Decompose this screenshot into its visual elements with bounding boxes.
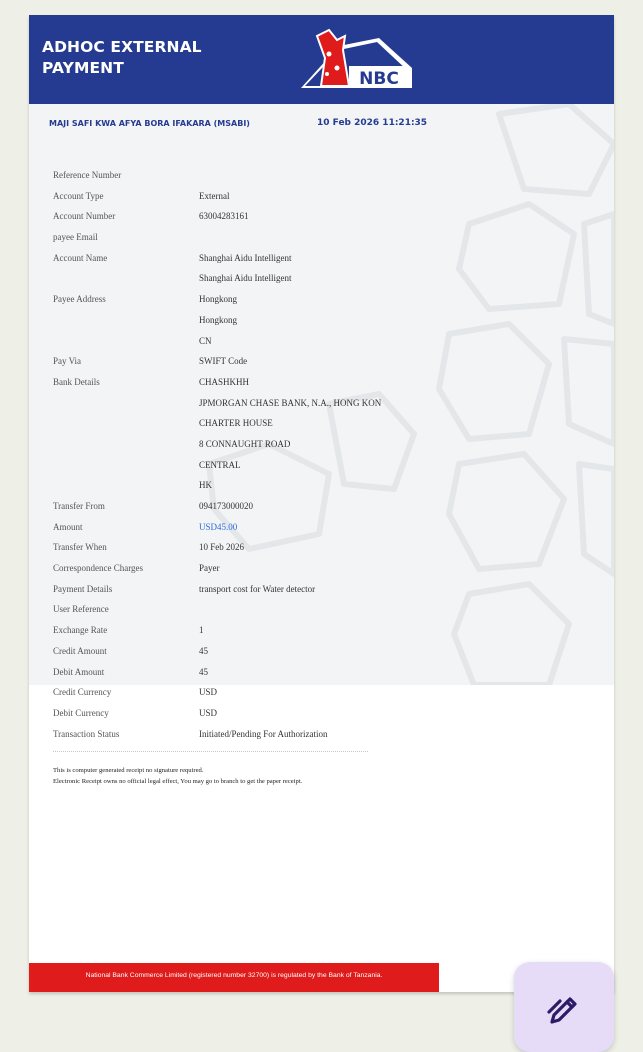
receipt-notes [53,765,302,787]
value: SWIFT Code [199,356,248,367]
value: 094173000020 [199,501,253,511]
label: Debit Currency [53,707,109,718]
value: 8 CONNAUGHT ROAD [199,438,291,449]
header-bar [29,15,614,104]
label: Account Type [53,190,104,201]
page-title: ADHOC EXTERNAL PAYMENT [42,38,202,77]
value: Hongkong [199,294,237,305]
value: CHASHKHH [199,376,250,387]
row-payee-address-2 [29,311,614,332]
row-correspondence-charges [29,559,614,580]
row-payee-email [29,228,614,249]
value: 1 [199,625,204,636]
amount-value: USD45.00 [199,521,238,532]
label: Bank Details [53,376,100,387]
value: CENTRAL [199,459,241,470]
value: 10 Feb 2026 [199,542,244,553]
footer-bar [29,963,439,992]
row-credit-currency [29,683,614,704]
row-bank-details-5 [29,456,614,477]
row-transfer-when [29,538,614,559]
row-user-reference [29,600,614,621]
label: Account Number [53,211,116,222]
row-bank-details-2 [29,394,614,415]
value: HK [199,480,212,491]
label: Debit Amount [53,666,105,677]
receipt-datetime: 10 Feb 2026 11:21:35 [317,118,428,128]
note-line: This is computer generated receipt no signature required. [53,767,204,774]
row-bank-details-4 [29,435,614,456]
row-transaction-status [29,725,614,746]
row-payment-details [29,580,614,601]
value: Initiated/Pending For Authorization [199,728,328,739]
pen-edit-icon [546,992,582,1028]
row-credit-amount [29,642,614,663]
value: 45 [199,666,208,677]
value: Shanghai Aidu Intelligent [199,273,292,284]
value: Shanghai Aidu Intelligent [199,252,292,263]
label: Credit Currency [53,687,112,698]
row-debit-amount [29,663,614,684]
nbc-logo [299,28,414,90]
label: Transaction Status [53,728,120,739]
label: User Reference [53,604,109,615]
label: Reference Number [53,170,122,180]
row-account-type [29,187,614,208]
value: External [199,190,230,201]
edit-fab-button[interactable] [514,962,614,1052]
value: 63004283161 [199,211,249,222]
row-amount [29,518,614,539]
value: USD [199,687,218,698]
footer-text: National Bank Commerce Limited (registered number 32700) is regulated by the Bank of Tanzania. [85,972,383,979]
label: Account Name [53,252,108,263]
row-account-name [29,249,614,270]
label: Exchange Rate [53,625,108,636]
nbc-logo-text: NBC [359,69,399,89]
label: payee Email [53,232,98,243]
value: Hongkong [199,314,237,325]
row-account-name-2 [29,269,614,290]
label: Correspondence Charges [53,563,144,574]
value: 45 [199,645,208,656]
label: Amount [53,521,83,532]
note-line: Electronic Receipt owns no official legal effect, You may go to branch to get the paper receipt. [53,778,303,785]
label: Credit Amount [53,645,107,656]
row-account-number [29,207,614,228]
row-payee-address [29,290,614,311]
label: Payment Details [53,583,113,594]
receipt-details [29,166,614,745]
row-pay-via [29,352,614,373]
value: transport cost for Water detector [199,583,316,594]
dotted-divider [53,751,368,752]
value: CN [199,335,212,346]
value: USD [199,707,218,718]
payer-name: MAJI SAFI KWA AFYA BORA IFAKARA (MSABI) [49,119,250,128]
row-payee-address-3 [29,332,614,353]
row-bank-details [29,373,614,394]
label: Pay Via [53,356,82,367]
value: CHARTER HOUSE [199,418,273,429]
row-reference-number [29,166,614,187]
receipt-page [29,15,614,992]
label: Payee Address [53,294,106,305]
row-bank-details-3 [29,414,614,435]
row-transfer-from [29,497,614,518]
value: Payer [199,563,220,574]
value: JPMORGAN CHASE BANK, N.A., HONG KON [199,397,382,408]
row-bank-details-6 [29,476,614,497]
label: Transfer When [53,542,107,553]
row-exchange-rate [29,621,614,642]
row-debit-currency [29,704,614,725]
label: Transfer From [53,501,105,511]
